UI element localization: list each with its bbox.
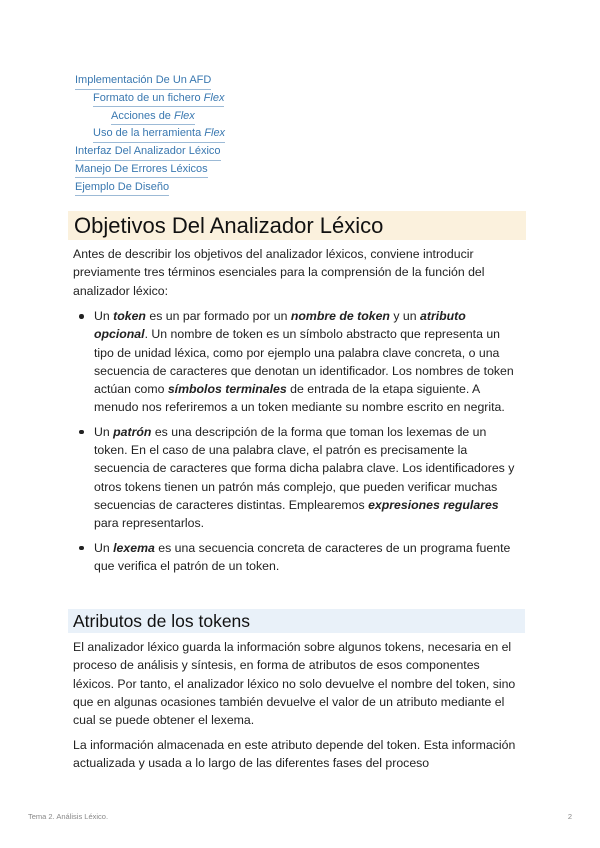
text: Un	[94, 424, 114, 439]
toc-link-formato-fichero-flex[interactable]	[93, 91, 224, 108]
toc-link-interfaz-analizador[interactable]: Interfaz Del Analizador Léxico	[75, 144, 221, 161]
toc-link-ejemplo-diseno[interactable]: Ejemplo De Diseño	[75, 180, 169, 197]
text: es una secuencia concreta de caracteres de un programa fuente que verifica el patrón de un token.	[94, 540, 511, 573]
term-patron: patrón	[113, 424, 152, 439]
toc-link-uso-herramienta-flex[interactable]	[93, 126, 225, 143]
text: de entrada de la etapa siguiente. A menudo nos referiremos a un token mediante su nombre escrito en negrita.	[94, 382, 505, 415]
text: es una descripción de la forma que toman los lexemas de un token. En el caso de una palabra clave, el patrón es precisamente la secuencia de caracteres que forma dicha palabra clave. Los identificadores y otros tokens tienen un patrón más complejo, que pueden verificar muchas secuencias de caracteres distintas. Emplearemos	[94, 424, 515, 512]
paragraph-atributos-2: La información almacenada en este atributo depende del token. Esta información actualizada y usada a lo largo de las diferentes fases del proceso	[73, 738, 516, 771]
toc-link-em: Flex	[173, 109, 195, 122]
toc-link-em: Flex	[204, 127, 226, 140]
term-expresiones-regulares: expresiones regulares	[368, 497, 499, 512]
list-item-lexema	[73, 539, 523, 576]
text: Un	[94, 540, 114, 555]
toc-link-text: Formato de un fichero	[93, 91, 204, 104]
section-heading-objetivos: Objetivos Del Analizador Léxico	[68, 211, 526, 240]
toc-link-acciones-flex[interactable]	[111, 109, 195, 126]
toc-link-text: Uso de la herramienta	[93, 127, 205, 140]
footer-title: Tema 2. Análisis Léxico.	[28, 812, 109, 821]
text: y un	[389, 309, 421, 323]
term-lexema: lexema	[113, 540, 155, 555]
section-heading-atributos: Atributos de los tokens	[68, 609, 525, 633]
toc-link-manejo-errores[interactable]: Manejo De Errores Léxicos	[75, 162, 208, 179]
term-nombre-token: nombre de token	[290, 309, 390, 323]
paragraph-atributos-1: El analizador léxico guarda la información sobre algunos tokens, necesaria en el proceso de análisis y síntesis, en forma de atributos de esos componentes léxicos. Por tanto, el analizador léxico no solo devuelve el nombre del token, sino que en algunas ocasiones también devuelve el valor de un atributo mediante el cual se puede obtener el lexema.	[73, 640, 516, 728]
toc-link-em: Flex	[203, 91, 225, 104]
intro-paragraph: Antes de describir los objetivos del analizador léxicos, conviene introducir previamente tres términos esenciales para la comprensión de la función del analizador léxico:	[73, 247, 485, 298]
text: es un par formado por un	[145, 309, 291, 323]
page-number: 2	[567, 812, 572, 821]
text: . Un nombre de token es un símbolo abstracto que representa un tipo de unidad léxica, como por ejemplo una palabra clave concreta, o una secuencia de caracteres que denotan un identificador. Los nombres de token actúan como	[94, 327, 514, 397]
toc-link-implementacion-afd[interactable]: Implementación De Un AFD	[75, 73, 211, 90]
text: Un	[94, 309, 114, 323]
text: para representarlos.	[94, 516, 205, 531]
term-atributo-opcional: atributo opcional	[94, 309, 466, 342]
term-token: token	[113, 309, 146, 323]
toc-link-text: Acciones de	[111, 109, 174, 122]
term-simbolos-terminales: símbolos terminales	[167, 382, 287, 397]
list-item-token	[73, 307, 523, 417]
terms-list	[73, 307, 523, 581]
table-of-contents	[75, 73, 225, 198]
list-item-patron	[73, 423, 523, 533]
